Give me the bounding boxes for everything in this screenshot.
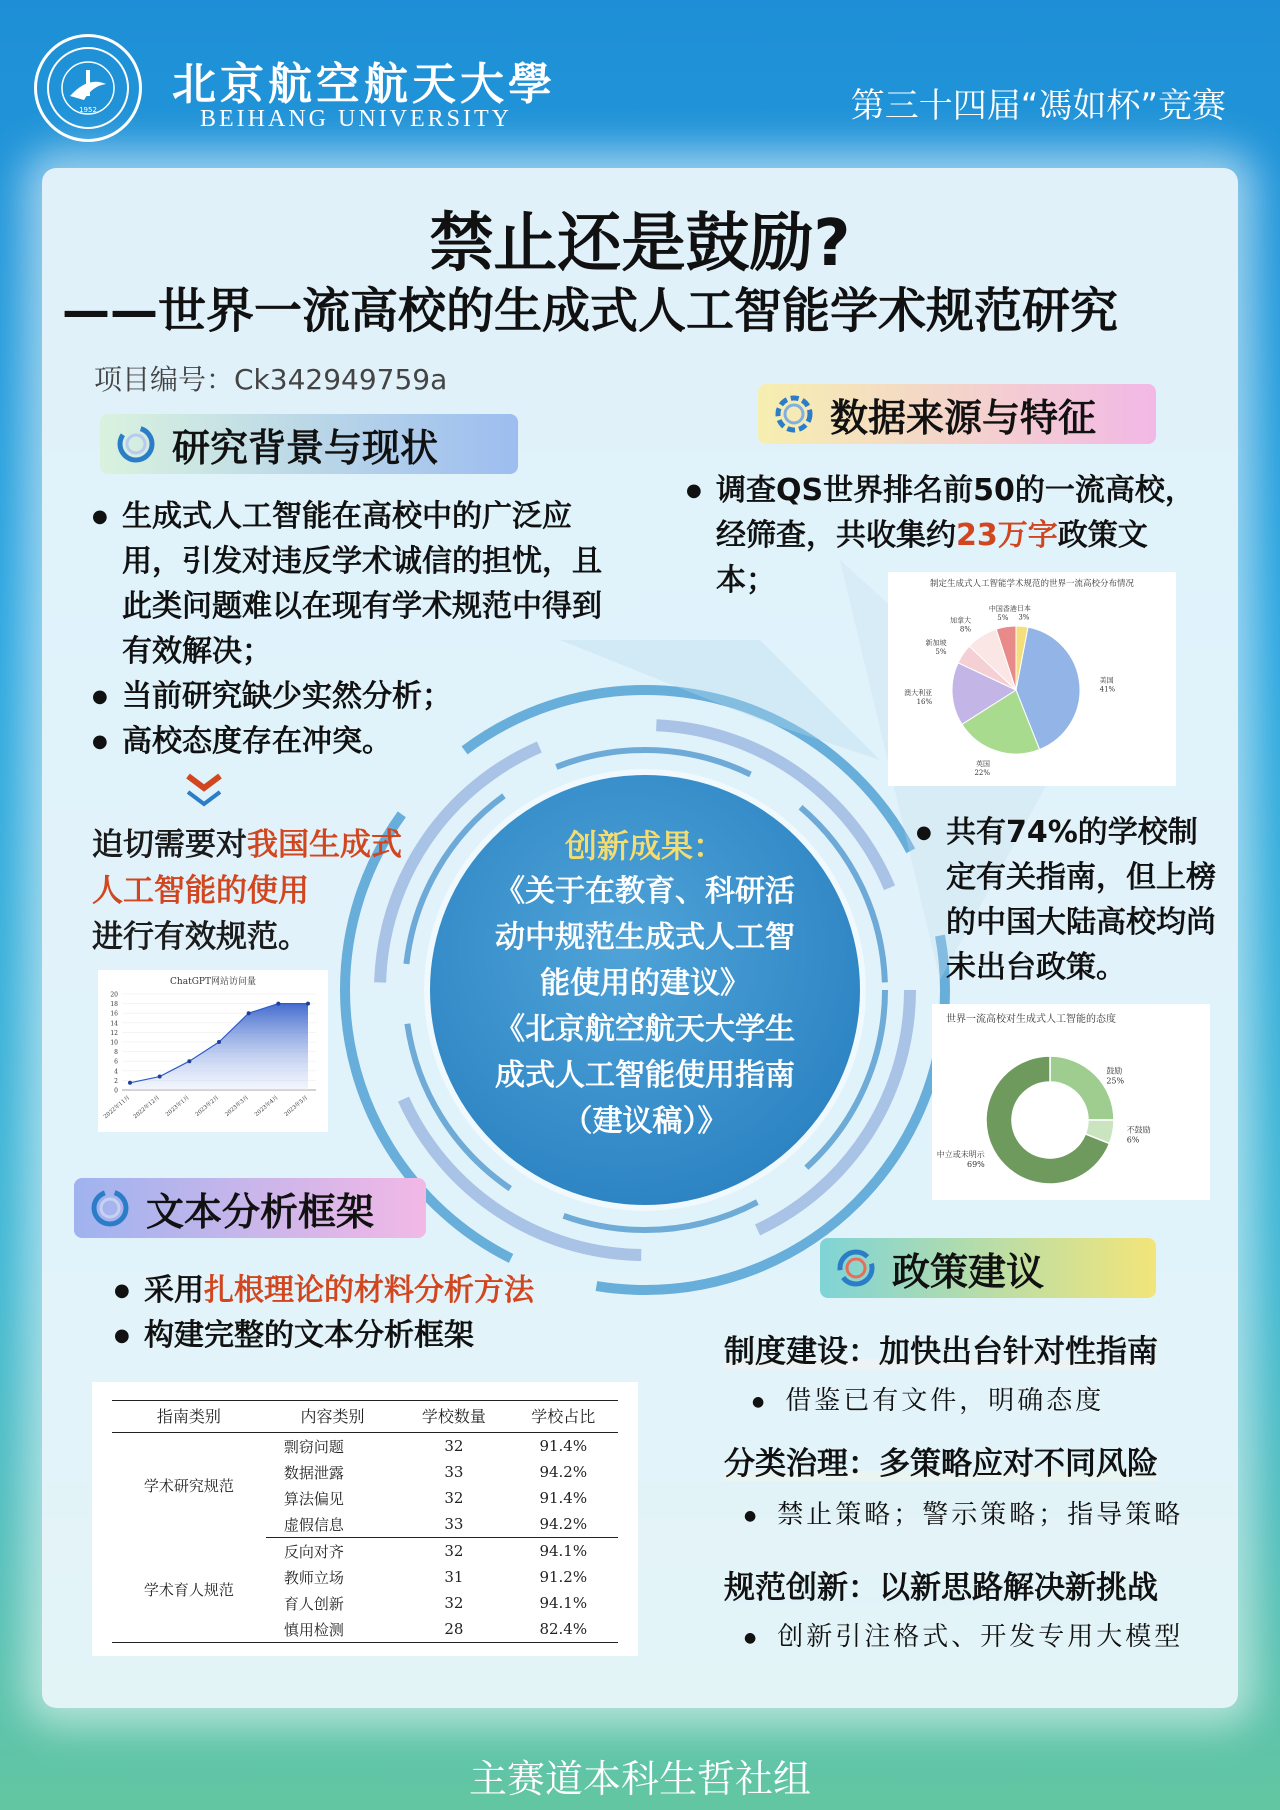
table-cell: 94.2% — [539, 1463, 588, 1481]
table-cell: 虚假信息 — [266, 1511, 399, 1538]
table-header: 内容类别 — [266, 1401, 399, 1433]
y-tick-label: 12 — [110, 1029, 118, 1037]
framework-bullets — [114, 1268, 654, 1358]
table-cell: 94.1% — [539, 1594, 588, 1612]
bullet-text-end: 政策文本； — [716, 518, 1148, 598]
y-tick-label: 16 — [110, 1010, 118, 1018]
table-cell: 慎用检测 — [266, 1616, 399, 1643]
x-tick-label: 2023年5月 — [283, 1094, 310, 1118]
data-point — [247, 1011, 251, 1015]
slice-value: 41% — [1099, 685, 1116, 694]
conclusion-text-end: 进行有效规范。 — [92, 919, 309, 955]
slice-value: 5% — [935, 648, 947, 657]
innovation-line: 《关于在教育、科研活 — [495, 874, 795, 909]
donut-chart-svg — [932, 1004, 1210, 1200]
slice-value: 5% — [997, 613, 1009, 622]
bullet-text: 调查QS世界排名前50的一流高校，经筛查，共收集约 — [716, 473, 1195, 553]
x-tick-label: 2022年12月 — [132, 1094, 161, 1121]
data-point — [128, 1081, 132, 1085]
data-table — [112, 1400, 618, 1643]
university-name-en: BEIHANG UNIVERSITY — [200, 106, 512, 132]
slice-label: 英国 — [976, 760, 991, 769]
x-tick-label: 2023年3月 — [224, 1094, 250, 1118]
list-item: ● 共有74%的学校制定有关指南，但上榜的中国大陆高校均尚未出台政策。 — [916, 810, 1216, 990]
table-cell: 剽窃问题 — [283, 1437, 344, 1456]
table-cell: 31 — [444, 1568, 464, 1586]
table-cell-category: 学术育人规范 — [112, 1538, 266, 1643]
table-cell-category: 学术研究规范 — [143, 1476, 234, 1495]
distribution-pie-chart — [888, 572, 1176, 786]
table-cell: 33 — [399, 1511, 508, 1538]
innovation-line: （建议稿）》 — [562, 1104, 728, 1139]
line-chart-svg — [98, 970, 328, 1132]
table-cell: 数据泄露 — [283, 1463, 344, 1482]
section-heading-background — [100, 414, 518, 474]
table-cell: 33 — [444, 1463, 464, 1481]
chart-title: 世界一流高校对生成式人工智能的态度 — [946, 1014, 1116, 1025]
table-cell: 育人创新 — [283, 1594, 344, 1613]
policy-item-title — [724, 1326, 1158, 1371]
bullet-highlight: 23万字 — [956, 518, 1058, 553]
slice-value: 3% — [1018, 613, 1030, 622]
table-header-row — [112, 1401, 618, 1433]
list-item — [114, 1268, 654, 1313]
table-cell: 28 — [399, 1616, 508, 1643]
ring-icon — [772, 392, 816, 436]
section-heading-policy — [820, 1238, 1156, 1298]
policy-item-detail: ● 创新引注格式、开发专用大模型 — [744, 1616, 1183, 1653]
table-cell: 32 — [444, 1542, 464, 1560]
list-item: ● 构建完整的文本分析框架 — [114, 1313, 654, 1358]
section-heading-data — [758, 384, 1156, 444]
table-cell: 91.4% — [539, 1437, 588, 1455]
visits-line-chart — [98, 970, 328, 1132]
section-heading-label: 研究背景与现状 — [172, 425, 439, 470]
list-item: ● 生成式人工智能在高校中的广泛应用，引发对违反学术诚信的担忧，且此类问题难以在现有学术规范中得到有效解决； — [92, 494, 612, 674]
data-point — [217, 1040, 221, 1044]
bullet-text: 采用 — [144, 1273, 204, 1308]
data-point — [187, 1059, 191, 1063]
table-cell: 94.2% — [509, 1511, 618, 1538]
policy-item-detail: ● 借鉴已有文件，明确态度 — [752, 1380, 1104, 1417]
y-tick-label: 8 — [114, 1049, 118, 1057]
slice-value: 8% — [959, 625, 971, 634]
y-tick-label: 20 — [110, 991, 118, 999]
slice-value: 69% — [967, 1160, 985, 1170]
innovation-line: 成式人工智能使用指南 — [495, 1058, 795, 1093]
framework-table — [92, 1382, 638, 1656]
bullet-highlight: 扎根理论的材料分析方法 — [204, 1273, 534, 1308]
conclusion-highlight: 我国生成式人工智能的使用 — [92, 827, 402, 909]
x-tick-label: 2023年4月 — [253, 1094, 280, 1118]
footer-track: 主赛道本科生哲社组 — [468, 1757, 811, 1801]
table-row — [112, 1538, 618, 1565]
list-item: ● 当前研究缺少实然分析； — [92, 674, 612, 719]
project-number: 项目编号：Ck342949759a — [94, 363, 448, 396]
table-row — [112, 1433, 618, 1460]
section-heading-label: 数据来源与特征 — [830, 395, 1097, 440]
table-cell: 82.4% — [509, 1616, 618, 1643]
table-header: 学校数量 — [399, 1401, 508, 1433]
innovation-circle — [430, 775, 860, 1205]
background-conclusion — [92, 822, 432, 960]
university-name-cn: 北京航空航天大學 — [172, 59, 556, 110]
poster-title: 禁止还是鼓励? — [429, 207, 851, 281]
data-point — [306, 1002, 310, 1006]
section-heading-label: 政策建议 — [892, 1249, 1045, 1294]
x-tick-label: 2023年1月 — [164, 1094, 191, 1118]
slice-label: 美国 — [1099, 676, 1114, 685]
slice-label: 日本 — [1016, 604, 1031, 613]
section-heading-framework — [74, 1178, 426, 1238]
policy-item-title — [724, 1562, 1158, 1607]
data-point — [158, 1075, 162, 1079]
slice-label: 中立或未明示 — [936, 1150, 985, 1160]
y-tick-label: 18 — [110, 1001, 118, 1009]
background-bullets — [92, 494, 612, 764]
policy-title-text: 分类治理：多策略应对不同风险 — [724, 1446, 1158, 1482]
table-cell: 反向对齐 — [283, 1542, 344, 1561]
ring-icon — [88, 1186, 132, 1230]
table-cell: 94.1% — [539, 1542, 588, 1560]
slice-label: 加拿大 — [949, 616, 971, 625]
svg-text:1952: 1952 — [79, 106, 97, 114]
table-cell: 91.4% — [539, 1489, 588, 1507]
y-tick-label: 2 — [114, 1077, 118, 1085]
poster-subtitle: ——世界一流高校的生成式人工智能学术规范研究 — [62, 283, 1119, 339]
section-heading-label: 文本分析框架 — [146, 1189, 375, 1234]
slice-value: 6% — [1126, 1135, 1140, 1145]
table-header: 指南类别 — [112, 1401, 266, 1433]
slice-label: 澳大利亚 — [904, 689, 933, 698]
chevron-down-icon — [184, 772, 224, 812]
table-cell: 32 — [444, 1594, 464, 1612]
data-bullets-2 — [916, 810, 1216, 990]
chart-title: ChatGPT网站访问量 — [170, 977, 256, 987]
table-cell: 算法偏见 — [283, 1489, 344, 1508]
y-tick-label: 14 — [110, 1020, 118, 1028]
y-tick-label: 4 — [114, 1068, 118, 1076]
data-point — [276, 1002, 280, 1006]
attitude-donut-chart — [932, 1004, 1210, 1200]
ring-icon — [114, 422, 158, 466]
y-tick-label: 6 — [114, 1058, 118, 1066]
table-cell: 32 — [444, 1489, 464, 1507]
table-cell: 32 — [444, 1437, 464, 1455]
table-header: 学校占比 — [509, 1401, 618, 1433]
slice-value: 22% — [974, 769, 991, 778]
policy-item-detail: ● 禁止策略；警示策略；指导策略 — [744, 1494, 1183, 1531]
innovation-line: 能使用的建议》 — [540, 966, 750, 1001]
ring-icon — [834, 1246, 878, 1290]
competition-name: 第三十四届“馮如杯”竞赛 — [850, 86, 1226, 126]
innovation-line: 动中规范生成式人工智 — [495, 920, 795, 955]
table-cell: 91.2% — [539, 1568, 588, 1586]
y-tick-label: 0 — [114, 1087, 118, 1095]
slice-value: 16% — [916, 698, 933, 707]
innovation-heading: 创新成果： — [564, 827, 725, 865]
slice-value: 25% — [1106, 1076, 1125, 1086]
table-cell: 教师立场 — [283, 1568, 344, 1587]
y-tick-label: 10 — [110, 1039, 118, 1047]
innovation-line: 《北京航空航天大学生 — [495, 1012, 795, 1047]
conclusion-text: 迫切需要对 — [92, 827, 247, 863]
x-tick-label: 2022年11月 — [102, 1094, 132, 1121]
slice-label: 新加坡 — [925, 639, 947, 648]
chart-title: 制定生成式人工智能学术规范的世界一流高校分布情况 — [929, 579, 1135, 589]
slice-label: 鼓励 — [1106, 1066, 1123, 1076]
slice-label: 不鼓励 — [1126, 1125, 1151, 1135]
policy-title-text: 制度建设：加快出台针对性指南 — [724, 1334, 1158, 1370]
pie-chart-svg — [888, 572, 1176, 786]
list-item: ● 高校态度存在冲突。 — [92, 719, 612, 764]
donut-slice — [1050, 1056, 1114, 1120]
x-tick-label: 2023年2月 — [194, 1094, 221, 1118]
policy-title-text: 规范创新：以新思路解决新挑战 — [724, 1570, 1158, 1606]
slice-label: 中国香港 — [988, 604, 1017, 613]
policy-item-title — [724, 1438, 1158, 1483]
